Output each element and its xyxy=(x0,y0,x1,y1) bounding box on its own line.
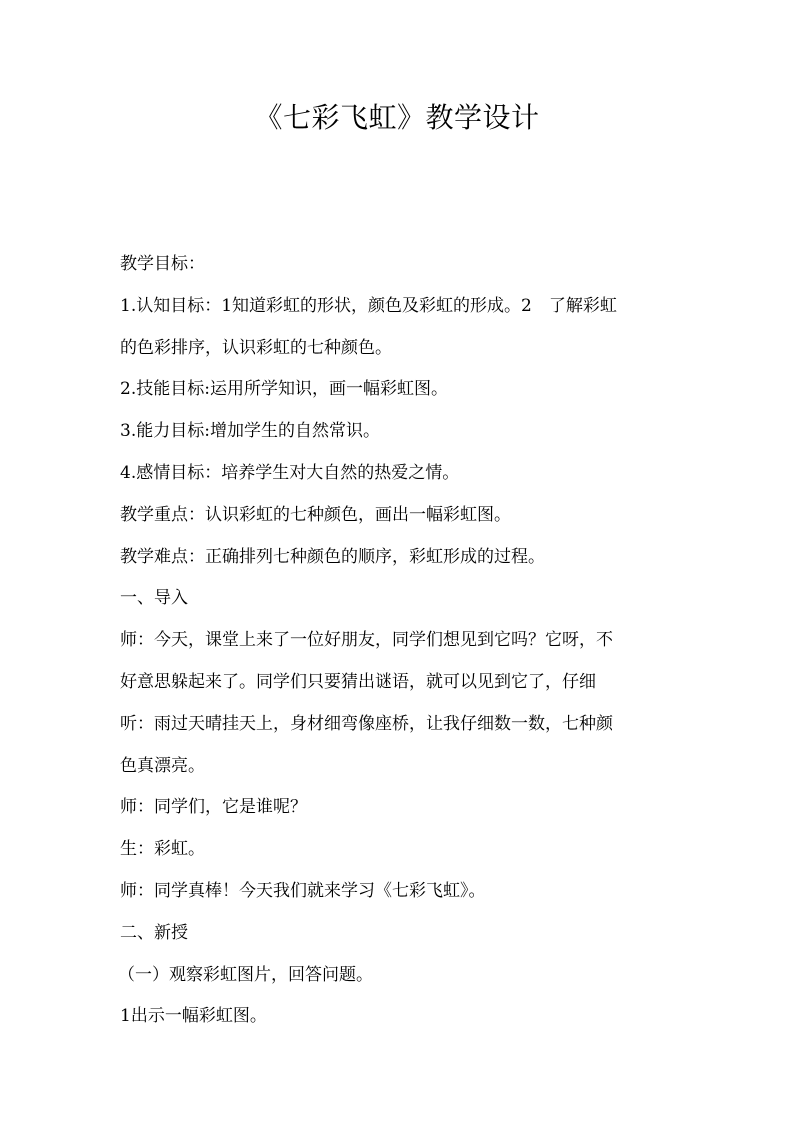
paragraph-line: 生：彩虹。 xyxy=(120,839,205,860)
paragraph-line: 师：今天，课堂上来了一位好朋友，同学们想见到它吗？它呀，不 xyxy=(120,630,613,651)
paragraph-line: 教学重点：认识彩虹的七种颜色，画出一幅彩虹图。 xyxy=(120,504,511,525)
section-heading: 一、导入 xyxy=(120,588,188,609)
paragraph-line: 听：雨过天晴挂天上，身材细弯像座桥，让我仔细数一数，七种颜 xyxy=(120,713,613,734)
paragraph-line: 1.认知目标：1知道彩虹的形状，颜色及彩虹的形成。2 了解彩虹 xyxy=(120,295,617,316)
paragraph-line: 1出示一幅彩虹图。 xyxy=(120,1006,267,1027)
paragraph-line: 2.技能目标:运用所学知识，画一幅彩虹图。 xyxy=(120,379,448,400)
page-title: 《七彩飞虹》教学设计 xyxy=(254,101,540,134)
paragraph-line: 的色彩排序，认识彩虹的七种颜色。 xyxy=(120,337,392,358)
paragraph-line: 3.能力目标:增加学生的自然常识。 xyxy=(120,421,380,442)
paragraph-line: 师：同学真棒！今天我们就来学习《七彩飞虹》。 xyxy=(120,880,486,901)
paragraph-line: 师：同学们，它是谁呢？ xyxy=(120,797,307,818)
paragraph-line: 色真漂亮。 xyxy=(120,755,205,776)
paragraph-line: 教学难点：正确排列七种颜色的顺序，彩虹形成的过程。 xyxy=(120,546,545,567)
paragraph-line: 教学目标： xyxy=(120,254,205,274)
document-body xyxy=(120,244,680,1038)
subsection-heading: （一）观察彩虹图片，回答问题。 xyxy=(118,964,373,985)
section-heading: 二、新授 xyxy=(120,922,188,943)
paragraph-line: 好意思躲起来了。同学们只要猜出谜语，就可以见到它了，仔细 xyxy=(120,671,596,692)
paragraph-line: 4.感情目标：培养学生对大自然的热爱之情。 xyxy=(120,462,460,483)
